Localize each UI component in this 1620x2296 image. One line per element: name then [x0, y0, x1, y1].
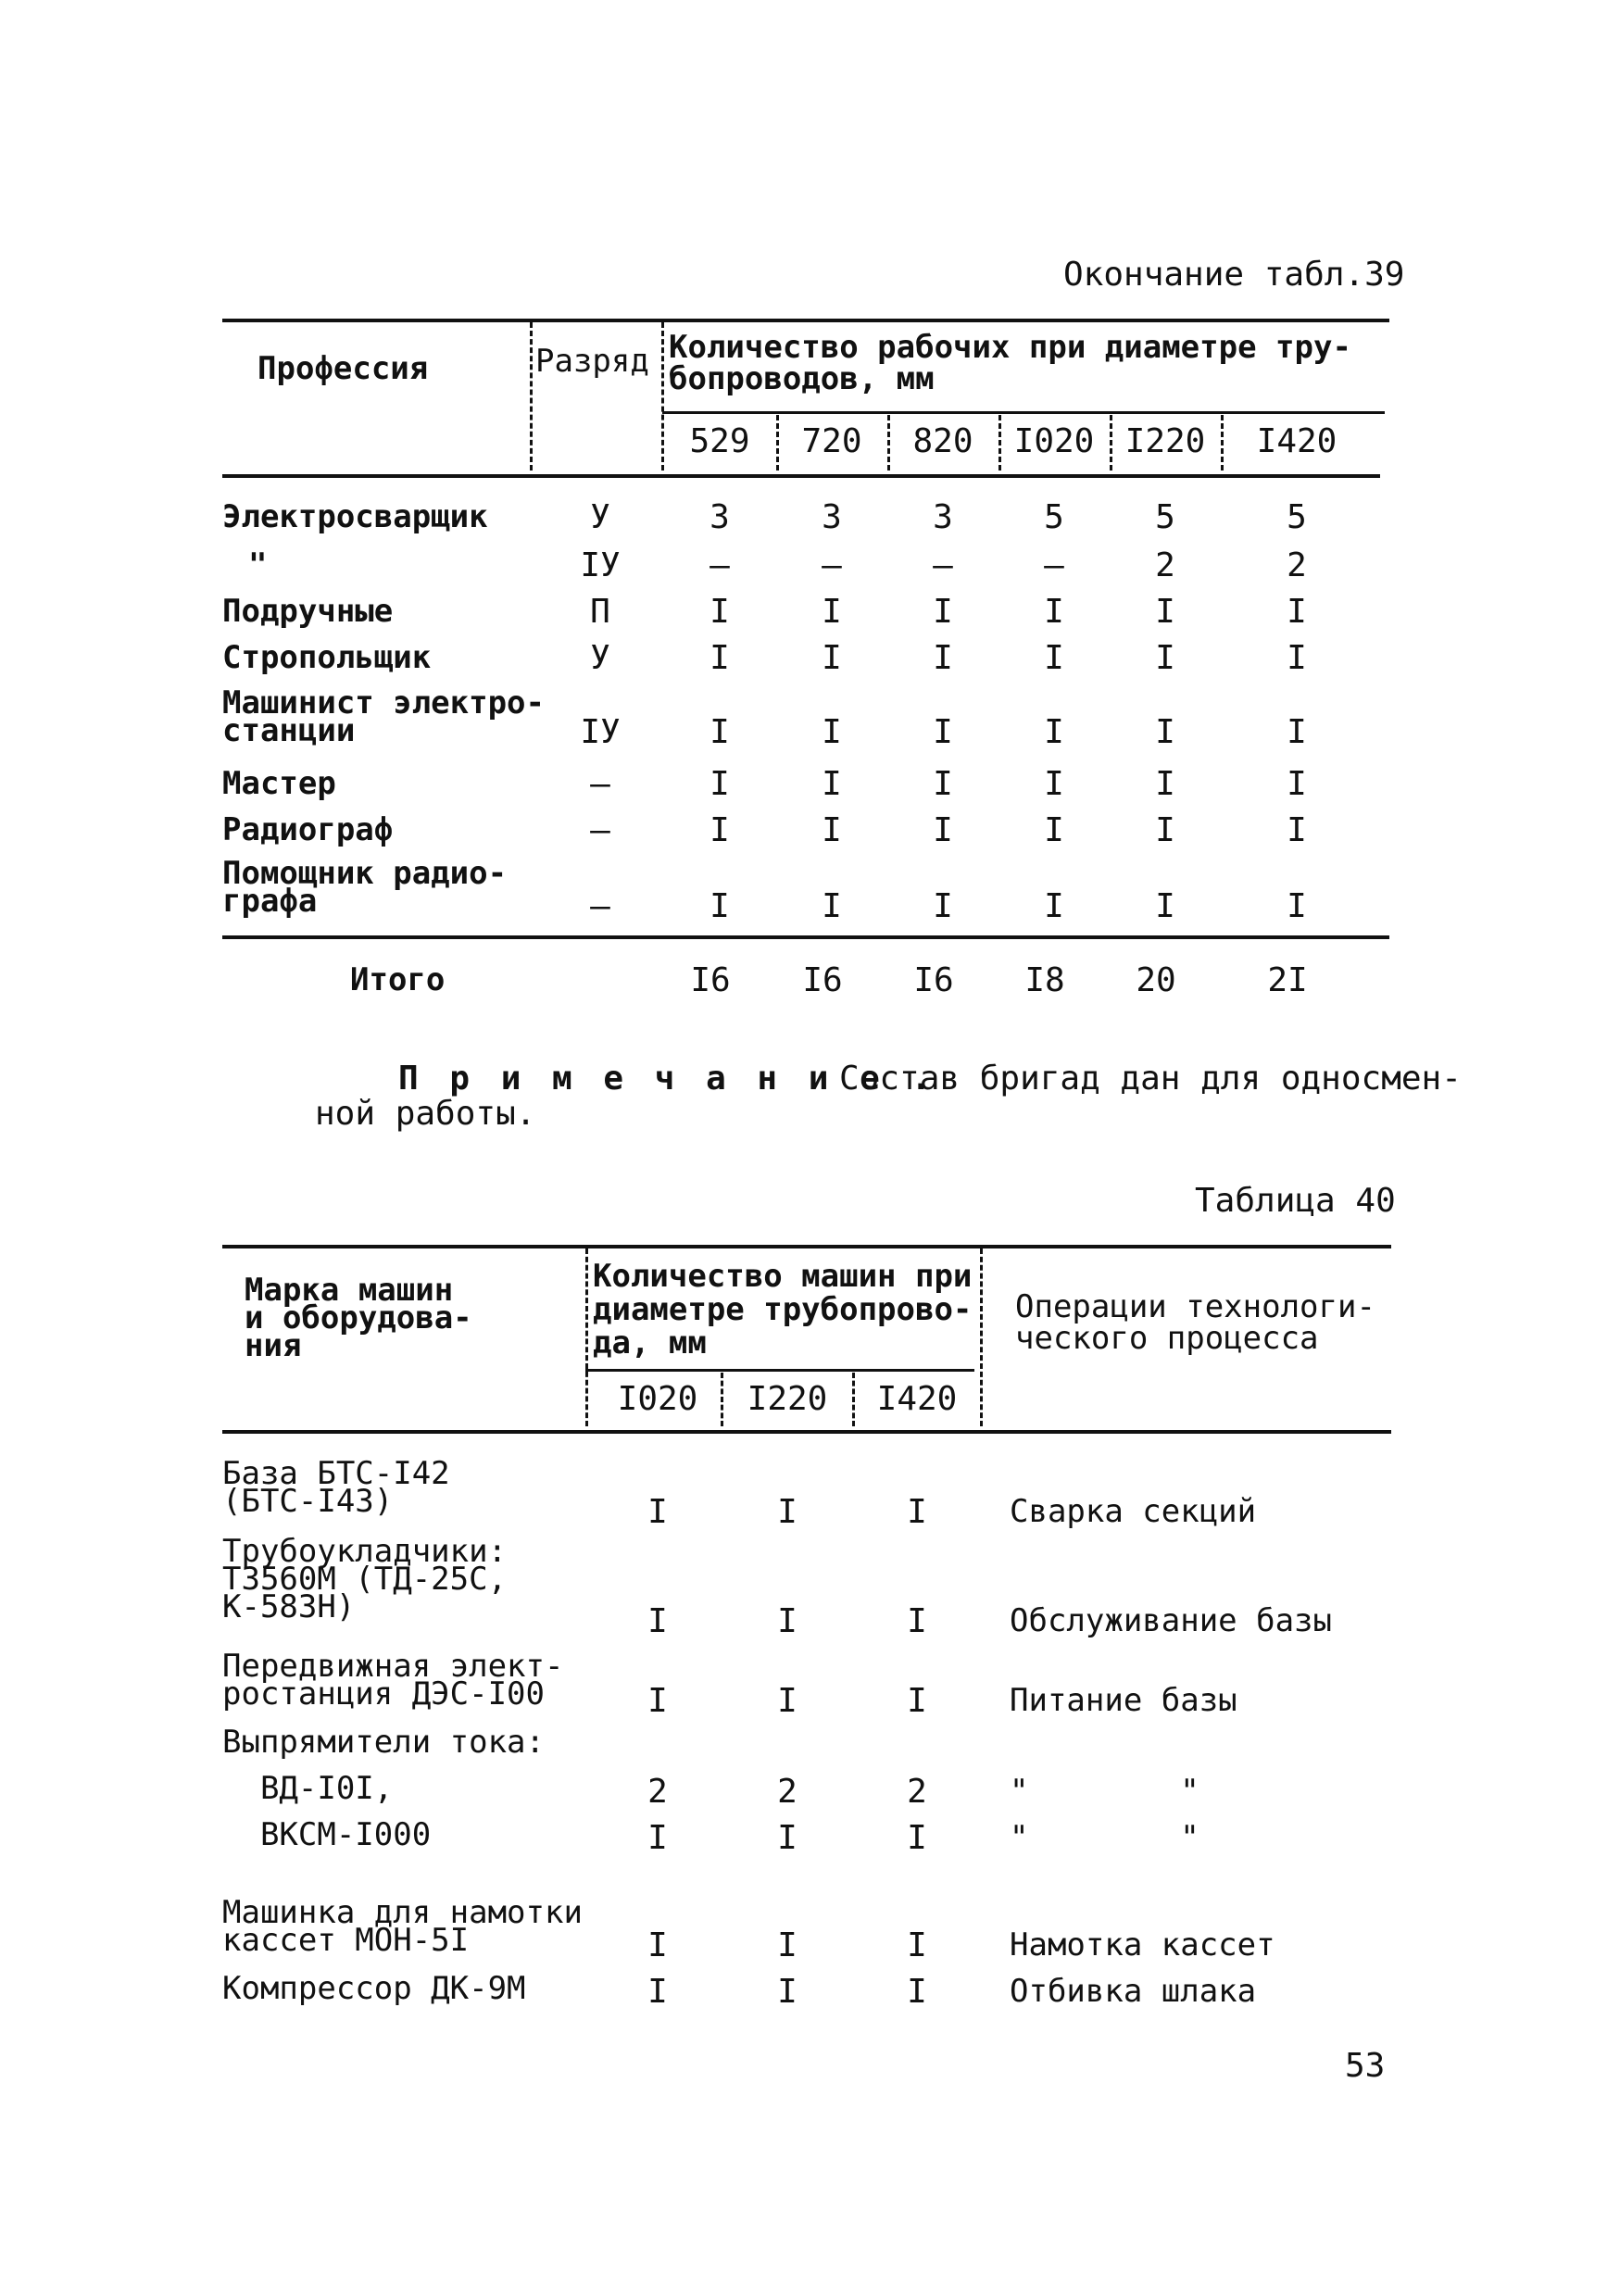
table40-row-value: I [777, 1493, 797, 1531]
table39-row-value: I [710, 713, 730, 751]
table39-row-value: 3 [933, 498, 953, 536]
table39-row-name: Стропольщик [222, 639, 432, 676]
table39-row-value: 5 [1155, 498, 1175, 536]
table40-row-value: I [647, 1819, 668, 1857]
table39-row-value: I [933, 887, 953, 925]
table39-row-value: I [822, 713, 842, 751]
table39-row-value: I [1155, 811, 1175, 849]
table40-top-rule [222, 1245, 1391, 1248]
table39-row-value: I [822, 765, 842, 803]
table40-row-value: I [777, 1973, 797, 2011]
table39-row-value: I [822, 887, 842, 925]
table39-row-grade: П [590, 593, 610, 631]
table39-row-value: I [822, 593, 842, 631]
table39-sub-rule [662, 411, 1385, 414]
table39-head-bottom-rule [222, 474, 1380, 478]
table40-head-operations: Операции технологи- ческого процесса [1015, 1288, 1375, 1357]
table40-row-value: I [907, 1973, 927, 2011]
table39-total-value: I6 [913, 961, 954, 999]
table39-total-rule [222, 935, 1389, 939]
table39-divider [1221, 415, 1224, 470]
table40-row-value: I [907, 1819, 927, 1857]
note-word: П р и м е ч а н и е . [398, 1060, 937, 1098]
table39-total-value: 2I [1267, 961, 1308, 999]
table40-row-value: I [907, 1682, 927, 1720]
table39-diameter-header: 820 [912, 422, 973, 460]
table39-row-value: I [1044, 887, 1064, 925]
table39-row-value: 3 [710, 498, 730, 536]
table39-row-value: 5 [1044, 498, 1064, 536]
table39-row-value: I [933, 593, 953, 631]
table39-diameter-header: I420 [1256, 422, 1337, 460]
table39-total-value: I6 [690, 961, 731, 999]
table39-row-grade: IУ [580, 713, 621, 751]
table39-total-value: I8 [1024, 961, 1065, 999]
table40-diameter-header: I220 [747, 1380, 828, 1418]
table39-row-value: I [1155, 887, 1175, 925]
table40-row-name: ВД-I0I, [222, 1770, 394, 1807]
table39-row-value: I [1155, 765, 1175, 803]
table40-row-value: I [907, 1493, 927, 1531]
table39-row-value: I [1044, 593, 1064, 631]
table40-row-value: I [907, 1602, 927, 1640]
table40-row-operation: " " [1010, 1819, 1199, 1856]
table39-row-value: I [933, 713, 953, 751]
table39-row-value: I [1155, 593, 1175, 631]
table39-total-value: 20 [1136, 961, 1176, 999]
table39-row-grade: – [590, 765, 610, 803]
table39-row-value: I [1044, 811, 1064, 849]
table40-divider [721, 1373, 723, 1426]
table39-row-value: I [710, 765, 730, 803]
table39-row-value: I [933, 639, 953, 677]
table39-row-name: Подручные [222, 593, 394, 630]
table39-row-name: Помощник радио- графа [222, 855, 508, 920]
table39-row-grade: У [590, 639, 610, 677]
table40-row-name: Компрессор ДК-9М [222, 1970, 526, 2007]
table40-divider [852, 1373, 855, 1426]
table39-caption: Окончание табл.39 [1063, 256, 1405, 294]
table39-top-rule [222, 319, 1389, 322]
table39-row-value: – [1044, 546, 1064, 584]
table40-divider [585, 1248, 588, 1426]
note-text-line1: Состав бригад дан для односмен- [839, 1060, 1462, 1098]
table39-diameter-header: 529 [689, 422, 750, 460]
table40-head-machines-count: Количество машин при диаметре трубопрово- да, мм [593, 1258, 973, 1361]
table40-row-name: Передвижная элект- ростанция ДЭС-I00 [222, 1648, 564, 1713]
table39-divider [530, 322, 533, 470]
table40-diameter-header: I420 [876, 1380, 958, 1418]
table39-row-value: I [1287, 811, 1307, 849]
table39-row-value: I [1155, 639, 1175, 677]
table40-row-value: I [777, 1682, 797, 1720]
table39-row-grade: IУ [580, 546, 621, 584]
table39-row-value: I [1044, 639, 1064, 677]
table39-row-grade: – [590, 811, 610, 849]
table40-row-value: I [777, 1819, 797, 1857]
table39-row-name: " [248, 546, 268, 583]
table39-row-value: I [933, 765, 953, 803]
table39-row-value: – [710, 546, 730, 584]
table39-row-value: I [1287, 765, 1307, 803]
table40-row-value: 2 [907, 1773, 927, 1811]
table39-row-value: I [710, 811, 730, 849]
table40-row-name: Машинка для намотки кассет МОН-5I [222, 1894, 583, 1959]
table39-diameter-header: I020 [1013, 422, 1095, 460]
table39-row-value: I [1287, 593, 1307, 631]
table40-row-value: I [647, 1602, 668, 1640]
table39-row-value: 2 [1155, 546, 1175, 584]
table40-row-value: I [647, 1682, 668, 1720]
table39-row-value: I [710, 639, 730, 677]
table39-row-value: I [1287, 713, 1307, 751]
table39-row-value: I [1287, 887, 1307, 925]
table40-row-operation: Сварка секций [1010, 1493, 1257, 1530]
table39-row-value: 5 [1287, 498, 1307, 536]
table39-row-value: I [933, 811, 953, 849]
table40-row-name: ВКСМ-I000 [222, 1816, 432, 1853]
table40-row-value: I [647, 1926, 668, 1964]
table39-row-value: I [1155, 713, 1175, 751]
table39-row-value: I [710, 593, 730, 631]
note-text-line2: ной работы. [315, 1095, 536, 1133]
table40-divider [980, 1248, 983, 1426]
table40-row-name: База БТС-I42 (БТС-I43) [222, 1455, 450, 1520]
table39-row-value: – [822, 546, 842, 584]
table39-row-name: Мастер [222, 765, 336, 802]
table40-caption: Таблица 40 [1195, 1182, 1396, 1220]
table39-row-value: I [1044, 713, 1064, 751]
table40-row-value: I [647, 1493, 668, 1531]
table39-row-name: Электросварщик [222, 498, 488, 535]
table39-row-value: I [822, 639, 842, 677]
page-number: 53 [1345, 2047, 1386, 2085]
table40-row-value: 2 [777, 1773, 797, 1811]
table40-row-operation: " " [1010, 1773, 1199, 1810]
table39-row-value: I [1044, 765, 1064, 803]
table40-row-value: I [777, 1926, 797, 1964]
table40-row-value: 2 [647, 1773, 668, 1811]
table39-total-label: Итого [350, 961, 446, 998]
table40-row-value: I [647, 1973, 668, 2011]
table39-diameter-header: 720 [801, 422, 862, 460]
table40-row-operation: Питание базы [1010, 1682, 1237, 1719]
table40-row-value: I [777, 1602, 797, 1640]
table39-row-value: I [822, 811, 842, 849]
table40-head-bottom-rule [222, 1430, 1391, 1434]
table39-row-name: Машинист электро- станции [222, 684, 545, 749]
table40-row-operation: Намотка кассет [1010, 1926, 1275, 1964]
table39-row-value: I [1287, 639, 1307, 677]
table39-row-name: Радиограф [222, 811, 394, 848]
table40-head-machine: Марка машин и оборудова- ния [245, 1272, 472, 1364]
table39-total-value: I6 [802, 961, 843, 999]
table39-row-grade: У [590, 498, 610, 536]
table39-row-value: – [933, 546, 953, 584]
table40-row-value: I [907, 1926, 927, 1964]
table39-row-value: 2 [1287, 546, 1307, 584]
table40-row-operation: Отбивка шлака [1010, 1973, 1257, 2010]
table39-row-value: I [710, 887, 730, 925]
table39-head-grade: Разряд [535, 343, 649, 380]
table40-sub-rule [585, 1369, 974, 1372]
table40-row-name: Выпрямители тока: [222, 1724, 545, 1761]
table39-row-value: 3 [822, 498, 842, 536]
table39-head-workers-count: Количество рабочих при диаметре тру- бопроводов, мм [669, 329, 1351, 397]
table40-diameter-header: I020 [617, 1380, 698, 1418]
table39-row-grade: – [590, 887, 610, 925]
table39-diameter-header: I220 [1124, 422, 1206, 460]
table39-head-profession: Профессия [257, 350, 429, 387]
table40-row-name: Трубоукладчики: Т3560М (ТД-25С, К-583Н) [222, 1533, 508, 1625]
table40-row-operation: Обслуживание базы [1010, 1602, 1332, 1639]
